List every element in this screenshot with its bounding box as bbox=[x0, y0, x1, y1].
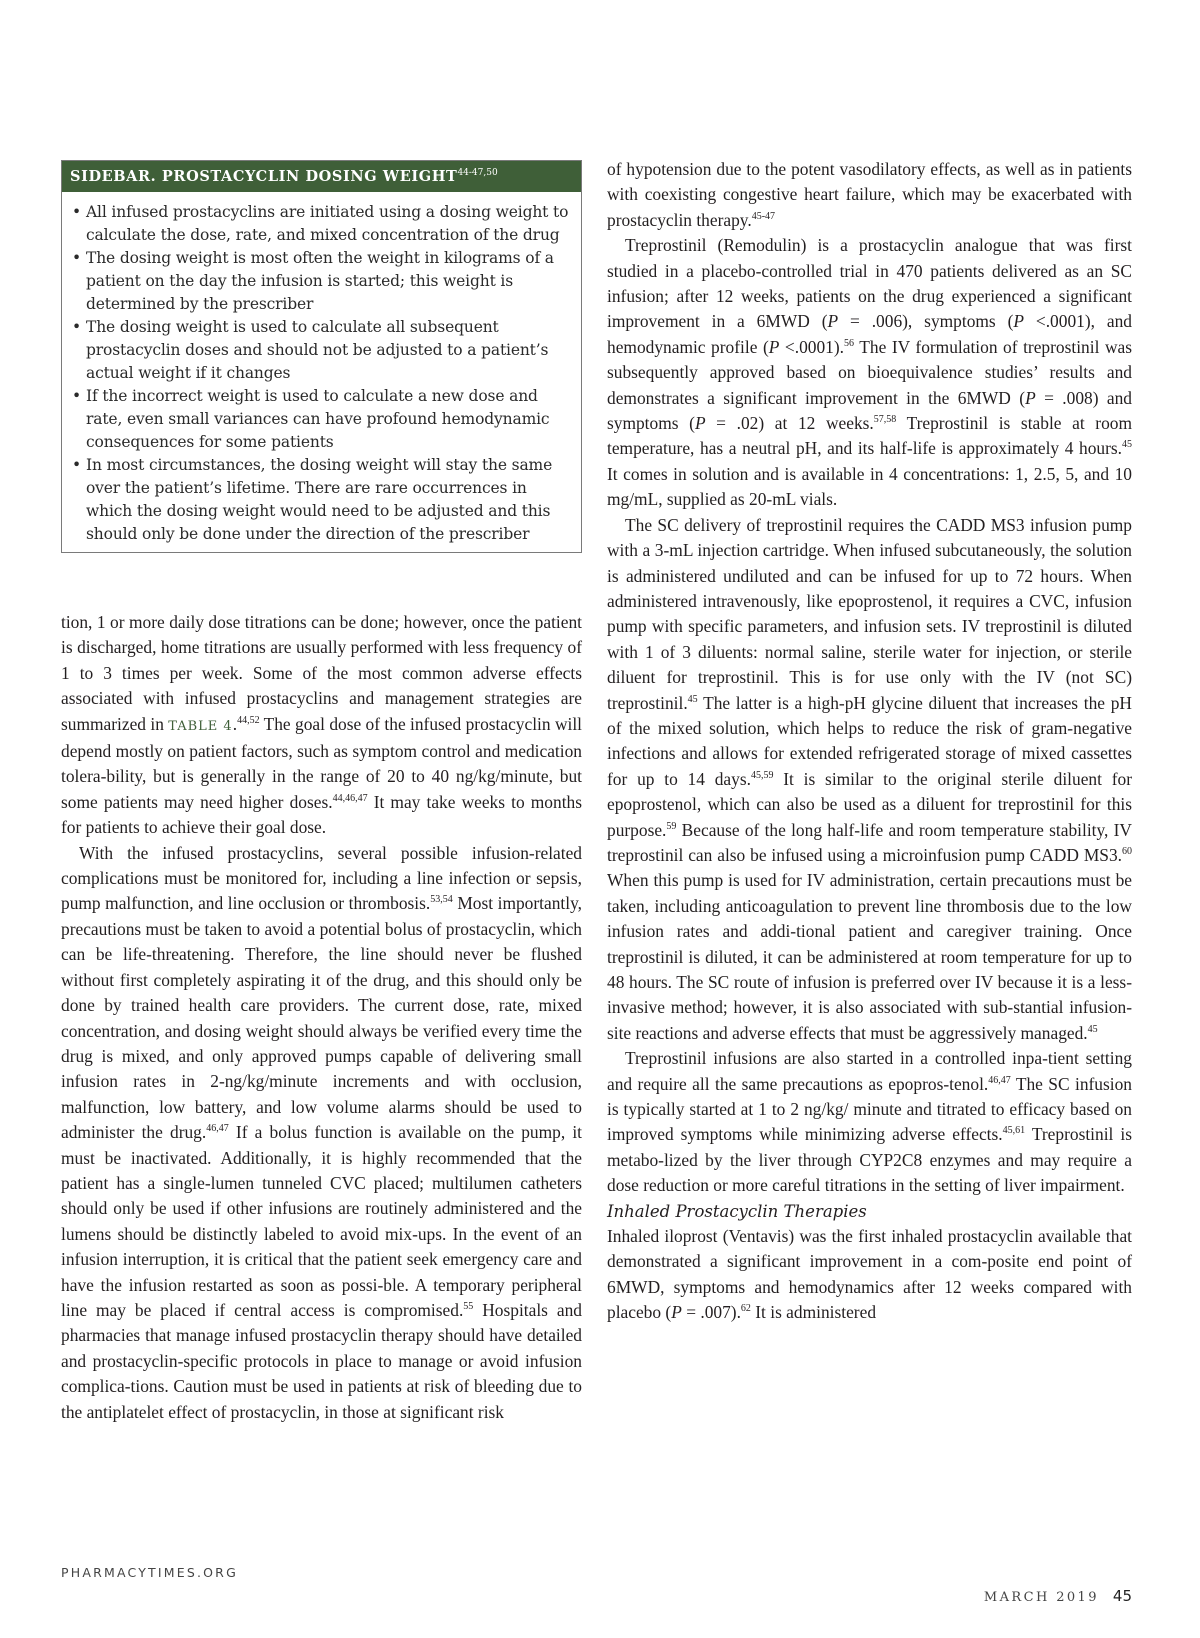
sidebar-box bbox=[61, 160, 582, 553]
citation: 53,54 bbox=[430, 894, 453, 906]
citation: 46,47 bbox=[988, 1074, 1011, 1086]
body-paragraph: Inhaled iloprost (Ventavis) was the first inhaled prostacyclin available that demonstrated a significant improvement in a com-posite end point of 6MWD, symptoms and hemodynamics after 12 weeks compared with placebo (P = .007).$^{62}$ It is administered bbox=[607, 1226, 1132, 1323]
body-paragraph: The SC delivery of treprostinil requires the CADD MS3 infusion pump with a 3-mL injection cartridge. When infused subcutaneously, the solution is administered undiluted and can be infused for up to 72 hours. When administered intravenously, like epoprostenol, it requires a CVC, infusion pump with specific parameters, and infusion sets. IV treprostinil is diluted with 1 of 3 diluents: normal saline, sterile water for injection, or sterile diluent for treprostinil. This is for use only with the IV (not SC) treprostinil.$^{45}$ The latter is a high-pH glycine diluent that increases the pH of the mixed solution, which helps to reduce the risk of gram-negative infections and allows for extended refrigerated storage of mixed cassettes for up to 14 days.$^{45,59}$ It is similar to the original sterile diluent for epoprostenol, which can also be used as a diluent for treprostinil for this purpose.$^{59}$ Because of the long half-life and room temperature stability, IV treprostinil can also be infused using a microinfusion pump CADD MS3.60 When this pump is used for IV administration, certain precautions must be taken, including anticoagulation to prevent line thrombosis due to the low infusion rates and addi-tional patient and caregiver training. Once treprostinil is diluted, it can be administered at room temperature for up to 48 hours. The SC route of infusion is preferred over IV because it is a less-invasive method; however, it is also associated with sub-stantial infusion-site reactions and adverse effects that must be aggressively managed.$^{45}$ bbox=[607, 514, 1133, 1043]
right-column bbox=[607, 157, 1132, 1326]
body-paragraph: tion, 1 or more daily dose titrations can be done; however, once the patient is discharged, home titrations are usually performed with less frequency of 1 to 3 times per week. Some of the most common adverse effects associated with infused prostacyclins and management strategies are summarized in TABLE 4.$^{44,52}$ The goal dose of the infused prostacyclin will depend mostly on patient factors, such as symptom control and medication tolera-bility, but is generally in the range of 20 to 40 ng/kg/minute, but some patients may need higher doses.$^{44,46,47}$ It may take weeks to months for patients to achieve their goal dose. bbox=[61, 612, 582, 838]
citation: 45 bbox=[1122, 439, 1132, 451]
body-paragraph: of hypotension due to the potent vasodilatory effects, as well as in patients with coexisting congestive heart failure, which may be exacerbated with prostacyclin therapy.$^{45-47}$ bbox=[607, 159, 1132, 230]
citation: 45,59 bbox=[750, 769, 774, 781]
bullet-icon: • bbox=[72, 387, 81, 405]
citation: 45-47 bbox=[751, 211, 776, 223]
page-number: 45 bbox=[1112, 1587, 1132, 1605]
citation: 46,47 bbox=[206, 1123, 229, 1135]
sidebar-item-text: All infused prostacyclins are initiated using a dosing weight to calculate the dose, rate, and mixed concentration of the drug bbox=[86, 203, 569, 244]
sidebar-list-item bbox=[72, 316, 571, 385]
sidebar-item-text: The dosing weight is most often the weight in kilograms of a patient on the day the infusion is started; this weight is determined by the prescriber bbox=[86, 249, 554, 313]
citation: 55 bbox=[463, 1301, 474, 1313]
body-paragraph: With the infused prostacyclins, several possible infusion-related complications must be monitored for, including a line infection or sepsis, pump malfunction, and line occlusion or thrombosis.$^{53,54}$ Most importantly, precautions must be taken to avoid a potential bolus of prostacyclin, which can be life-threatening. Therefore, the line should never be flushed without first completely aspirating it of the drug, and this should only be done by trained health care providers. The current dose, rate, mixed concentration, and dosing weight should always be verified every time the drug is mixed, and only approved pumps capable of delivering small infusion rates in 2-ng/kg/minute increments and with occlusion, malfunction, low battery, and low volume alarms should be used to administer the drug.$^{46,47}$ If a bolus function is available on the pump, it must be inactivated. Additionally, it is highly recommended that the patient has a single-lumen tunneled CVC placed; multilumen catheters should only be used if other infusions are routinely administered and the lumens should be distinctly labeled to avoid mix-ups. In the event of an infusion interruption, it is critical that the patient seek emergency care and have the infusion restarted as soon as possi-ble. A temporary peripheral line may be placed if central access is compromised.$^{55}$ Hospitals and pharmacies that manage infused prostacyclin therapy should have detailed and prostacyclin-specific protocols in place to manage or avoid infusion complica-tions. Caution must be used in patients at risk of bleeding due to the antiplatelet effect of prostacyclin, in those at significant risk bbox=[61, 842, 583, 1422]
body-paragraph: Treprostinil (Remodulin) is a prostacyclin analogue that was first studied in a placebo-controlled trial in 470 patients delivered as an SC infusion; after 12 weeks, patients on the drug experienced a significant improvement in a 6MWD (P = .006), symptoms (P <.0001), and hemodynamic profile (P <.0001).$^{56}$ The IV formulation of treprostinil was subsequently approved based on bioequivalence studies’ results and demonstrates a significant improvement in the 6MWD (P = .008) and symptoms (P = .02) at 12 weeks.$^{57,58}$ Treprostinil is stable at room temperature, has a neutral pH, and its half-life is approximately 4 hours.$^{45}$ It comes in solution and is available in 4 concentrations: 1, 2.5, 5, and 10 mg/mL, supplied as 20-mL vials. bbox=[607, 235, 1133, 510]
bullet-icon: • bbox=[72, 203, 81, 221]
bullet-icon: • bbox=[72, 249, 81, 267]
footer-issue bbox=[984, 1587, 1132, 1605]
citation: 45 bbox=[687, 693, 698, 705]
sidebar-item-text: In most circumstances, the dosing weight will stay the same over the patient’s lifetime. There are rare occurrences in which the dosing weight would need to be adjusted and this should only be done under the direction of the prescriber bbox=[86, 456, 553, 543]
bullet-icon: • bbox=[72, 456, 81, 474]
sidebar-item-text: The dosing weight is used to calculate all subsequent prostacyclin doses and should not be adjusted to a patient’s actual weight if it changes bbox=[86, 318, 549, 382]
sidebar-list bbox=[62, 192, 581, 552]
citation: 56 bbox=[844, 338, 855, 350]
left-column bbox=[61, 610, 582, 1425]
sidebar-item-text: If the incorrect weight is used to calculate a new dose and rate, even small variances can have profound hemodynamic consequences for some patients bbox=[86, 387, 550, 451]
citation: 60 bbox=[1122, 846, 1132, 858]
sidebar-title-refs: 44-47,50 bbox=[457, 168, 498, 179]
citation: 45 bbox=[1087, 1024, 1098, 1036]
footer-site: PHARMACYTIMES.ORG bbox=[61, 1565, 238, 1580]
body-paragraph: Treprostinil infusions are also started in a controlled inpa-tient setting and require all the same precautions as epopros-tenol.$^{46,47}$ The SC infusion is typically started at 1 to 2 ng/kg/ minute and titrated to efficacy based on improved symptoms while minimizing adverse effects.$^{45,61}$ Treprostinil is metabo-lized by the liver through CYP2C8 enzymes and may require a dose reduction or more careful titrations in the setting of liver impairment. bbox=[607, 1048, 1132, 1196]
sidebar-list-item bbox=[72, 385, 571, 454]
bullet-icon: • bbox=[72, 318, 81, 336]
sidebar-title bbox=[62, 161, 581, 192]
citation: 44,52 bbox=[237, 714, 260, 726]
sidebar-title-text: SIDEBAR. PROSTACYCLIN DOSING WEIGHT bbox=[70, 168, 458, 185]
citation: 44,46,47 bbox=[332, 793, 368, 805]
citation: 62 bbox=[740, 1303, 751, 1315]
citation: 57,58 bbox=[873, 414, 897, 426]
section-subheading: Inhaled Prostacyclin Therapies bbox=[607, 1201, 867, 1221]
sidebar-list-item bbox=[72, 454, 571, 546]
citation: 59 bbox=[666, 820, 677, 832]
sidebar-list-item bbox=[72, 201, 571, 247]
footer-issue-date: MARCH 2019 bbox=[983, 1590, 1099, 1605]
sidebar-list-item bbox=[72, 247, 571, 316]
citation: 45,61 bbox=[1002, 1125, 1026, 1137]
table-reference-link[interactable]: TABLE 4 bbox=[168, 718, 233, 734]
